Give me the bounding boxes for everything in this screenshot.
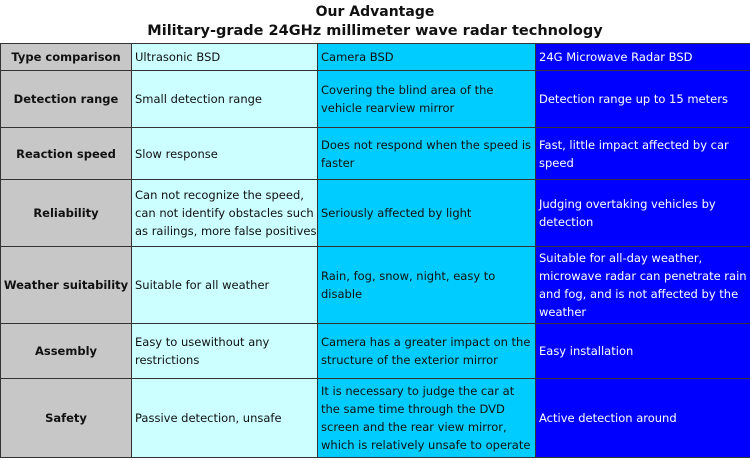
ultrasonic-cell: Easy to usewithout any restrictions <box>132 324 318 379</box>
camera-cell: Rain, fog, snow, night, easy to disable <box>318 247 536 324</box>
radar-cell: Easy installation <box>536 324 750 379</box>
ultrasonic-cell: Can not recognize the speed, can not identify obstacles such as railings, more false positives <box>132 180 318 247</box>
radar-cell: Judging overtaking vehicles by detection <box>536 180 750 247</box>
row-label: Assembly <box>1 324 132 379</box>
ultrasonic-cell: Passive detection, unsafe <box>132 379 318 458</box>
camera-cell: Seriously affected by light <box>318 180 536 247</box>
column-header-ultrasonic: Ultrasonic BSD <box>132 44 318 71</box>
table-row <box>1 71 750 128</box>
camera-cell: It is necessary to judge the car at the same time through the DVD screen and the rear view mirror, which is relatively unsafe to operate <box>318 379 536 458</box>
row-label: Safety <box>1 379 132 458</box>
page-header <box>0 0 750 43</box>
ultrasonic-cell: Suitable for all weather <box>132 247 318 324</box>
row-label: Reliability <box>1 180 132 247</box>
table-row <box>1 379 750 458</box>
table-row <box>1 128 750 180</box>
page-title: Our Advantage <box>315 3 435 20</box>
page-subtitle: Military-grade 24GHz millimeter wave radar technology <box>147 22 603 39</box>
column-header-radar: 24G Microwave Radar BSD <box>536 44 750 71</box>
header-row <box>1 44 750 71</box>
camera-cell: Camera has a greater impact on the structure of the exterior mirror <box>318 324 536 379</box>
radar-cell: Active detection around <box>536 379 750 458</box>
row-label: Reaction speed <box>1 128 132 180</box>
table-row <box>1 324 750 379</box>
camera-cell: Does not respond when the speed is faster <box>318 128 536 180</box>
row-label: Detection range <box>1 71 132 128</box>
camera-cell: Covering the blind area of the vehicle rearview mirror <box>318 71 536 128</box>
comparison-table <box>0 43 750 458</box>
table-row <box>1 247 750 324</box>
radar-cell: Fast, little impact affected by car speed <box>536 128 750 180</box>
ultrasonic-cell: Small detection range <box>132 71 318 128</box>
table-row <box>1 180 750 247</box>
radar-cell: Detection range up to 15 meters <box>536 71 750 128</box>
row-label: Weather suitability <box>1 247 132 324</box>
radar-cell: Suitable for all-day weather, microwave radar can penetrate rain and fog, and is not affected by the weather <box>536 247 750 324</box>
column-header-type: Type comparison <box>1 44 132 71</box>
ultrasonic-cell: Slow response <box>132 128 318 180</box>
column-header-camera: Camera BSD <box>318 44 536 71</box>
